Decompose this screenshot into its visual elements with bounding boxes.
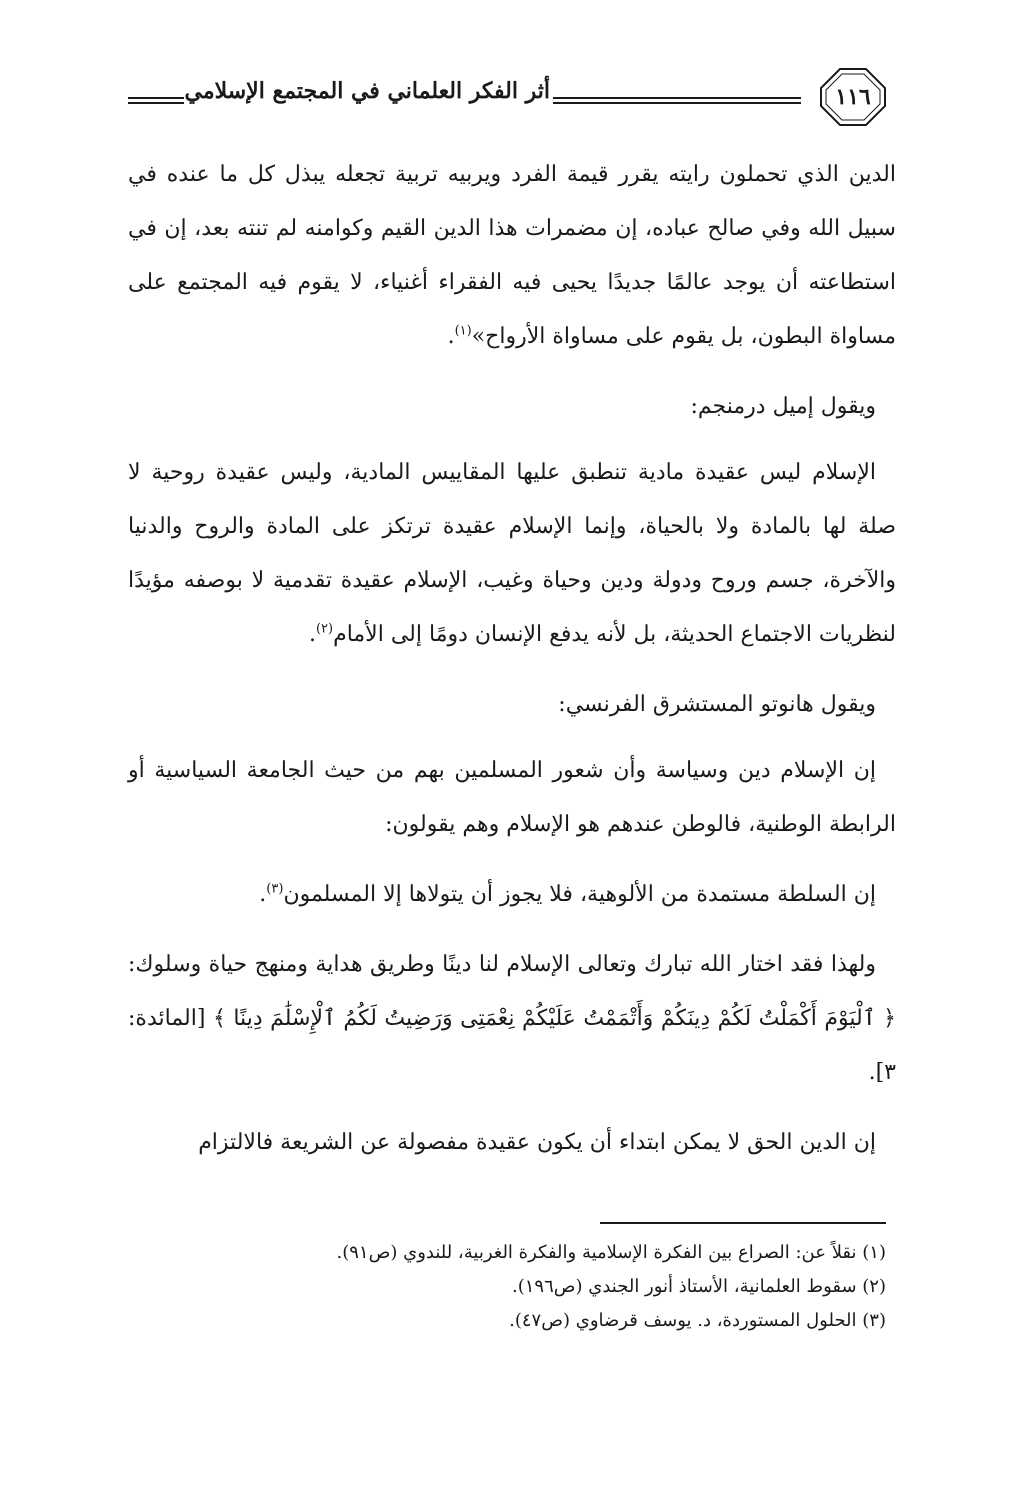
paragraph-1: [128, 148, 896, 364]
paragraph-4: [128, 868, 896, 922]
footnote-1: (١) نقلاً عن: الصراع بين الفكرة الإسلامية والفكرة الغربية، للندوي (ص٩١).: [336, 1242, 886, 1263]
page-header: [128, 66, 896, 128]
paragraph-5: [128, 938, 896, 1100]
paragraph-1-text: الدين الذي تحملون رايته يقرر قيمة الفرد ويربيه تربية تجعله يبذل كل ما عنده في سبيل الله وفي صالح عباده، إن مضمرات هذا الدين القيم وكوامنه لم تنته بعد، إن في استطاعته أن يوجد عالمًا جديدًا يحيى فيه الفقراء أغنياء، لا يقوم فيه المجتمع على مساواة البطون، بل يقوم على مساواة الأرواح»: [128, 162, 896, 349]
footnote-separator: [600, 1222, 886, 1224]
paragraph-6: إن الدين الحق لا يمكن ابتداء أن يكون عقيدة مفصولة عن الشريعة فالالتزام: [198, 1130, 876, 1155]
footnote-ref-2: (٢): [315, 621, 334, 637]
page-body: [128, 148, 896, 1186]
footnotes: [128, 1236, 886, 1338]
quote-intro-hanotaux: ويقول هانوتو المستشرق الفرنسي:: [558, 692, 876, 717]
footnote-ref-3: (٣): [266, 881, 284, 897]
paragraph-2-end: .: [308, 622, 316, 647]
paragraph-3: إن الإسلام دين وسياسة وأن شعور المسلمين بهم من حيث الجامعة السياسية أو الرابطة الوطنية، فالوطن عندهم هو الإسلام وهم يقولون:: [128, 758, 896, 837]
quote-intro-dermenghem: ويقول إميل درمنجم:: [690, 394, 876, 419]
quran-verse: ﴿ ٱلْيَوْمَ أَكْمَلْتُ لَكُمْ دِينَكُمْ وَأَتْمَمْتُ عَلَيْكُمْ نِعْمَتِى وَرَضِيتُ لَكُمُ ٱلْإِسْلَٰمَ دِينًا ﴾: [212, 1006, 896, 1031]
footnote-ref-1: (١): [454, 323, 472, 339]
paragraph-4-end: .: [259, 882, 267, 907]
footnote-3: (٣) الحلول المستوردة، د. يوسف قرضاوي (ص٤٧).: [509, 1310, 886, 1331]
footnote-2: (٢) سقوط العلمانية، الأستاذ أنور الجندي (ص١٩٦).: [511, 1276, 886, 1297]
paragraph-2-text: الإسلام ليس عقيدة مادية تنطبق عليها المقاييس المادية، وليس عقيدة روحية لا صلة لها بالمادة ولا بالحياة، وإنما الإسلام عقيدة ترتكز على المادة والروح والدنيا والآخرة، جسم وروح ودولة ودين وحياة وغيب، الإسلام عقيدة تقدمية لا بوصفه مؤيدًا لنظريات الاجتماع الحديثة، بل لأنه يدفع الإنسان دومًا إلى الأمام: [128, 460, 896, 647]
paragraph-2: [128, 446, 896, 662]
quran-reference: [المائدة: ٣].: [128, 1006, 896, 1085]
page-number: ١١٦: [835, 84, 871, 110]
paragraph-1-end: .: [447, 324, 455, 349]
paragraph-5-text: ولهذا فقد اختار الله تبارك وتعالى الإسلام لنا دينًا وطريق هداية ومنهج حياة وسلوك:: [128, 952, 876, 977]
header-rule-right: [553, 97, 801, 107]
page-number-badge: [818, 66, 888, 128]
paragraph-4-text: إن السلطة مستمدة من الألوهية، فلا يجوز أن يتولاها إلا المسلمون: [283, 882, 876, 907]
header-rule-left: [128, 97, 184, 107]
running-title: أثر الفكر العلماني في المجتمع الإسلامي: [184, 78, 550, 104]
